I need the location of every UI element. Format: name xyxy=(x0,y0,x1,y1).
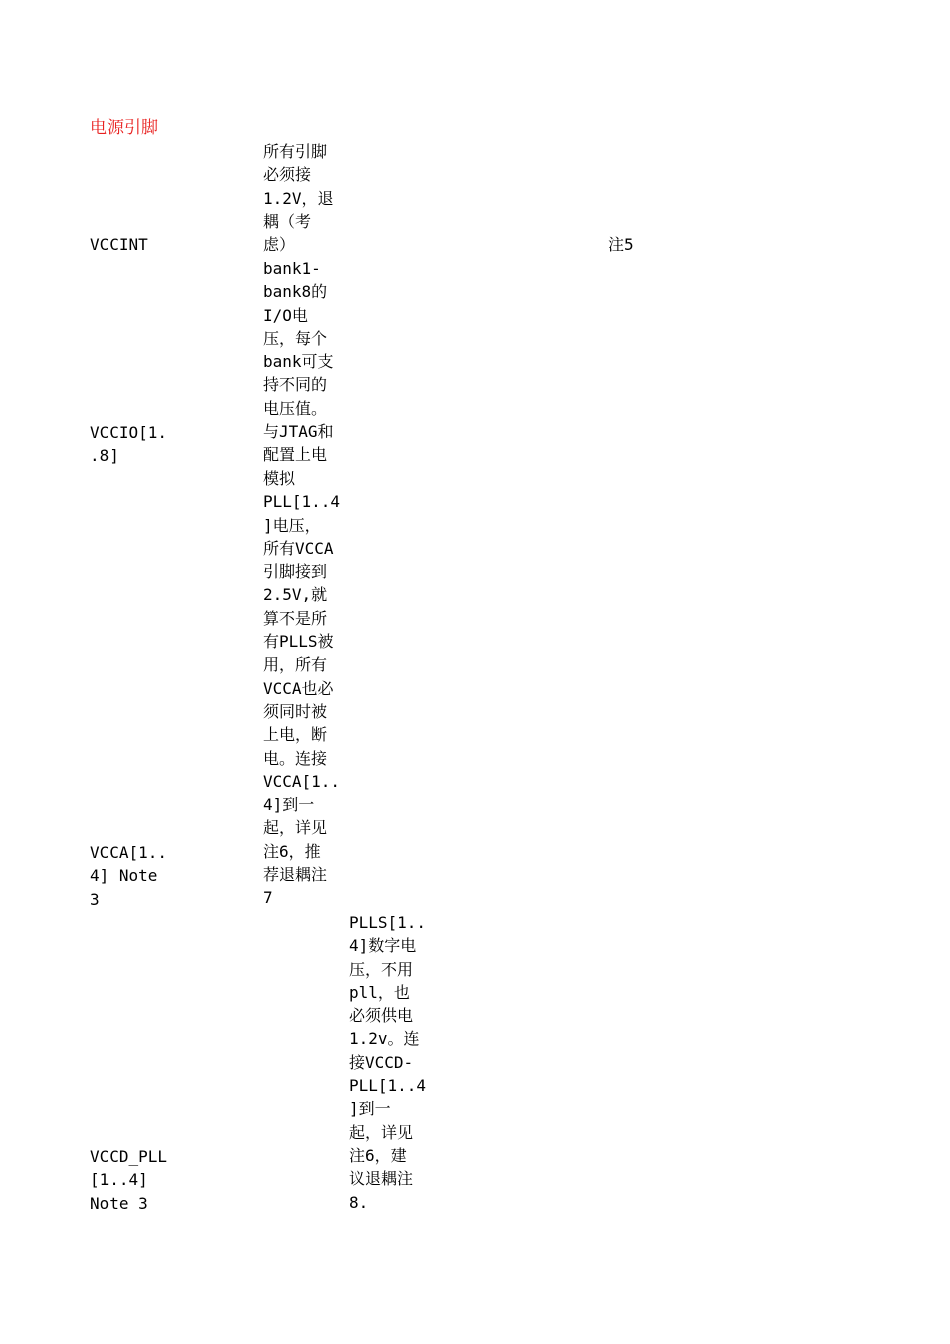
section-title: 电源引脚 xyxy=(90,118,158,138)
vccio-pin-name: VCCIO[1. .8] xyxy=(90,423,168,466)
vccint-note: 注5 xyxy=(608,235,634,254)
vcca-pin-name: VCCA[1.. 4] Note 3 xyxy=(90,843,168,909)
vccd-pll-description: PLLS[1.. 4]数字电 压，不用 pll，也 必须供电 1.2v。连 接VCCD- PLL[1..4 ]到一 起，详见 注6，建 议退耦注 8. xyxy=(349,913,427,1212)
vccint-description: 所有引脚 必须接 1.2V，退 耦（考 虑） xyxy=(263,142,334,255)
vcca-description: 模拟 PLL[1..4 ]电压， 所有VCCA 引脚接到 2.5V,就 算不是所 有PLLS被 用，所有 VCCA也必 须同时被 上电，断 电。连接 VCCA[1.. 4]到一 起，详见 注6，推 荐退耦注 7 xyxy=(263,469,341,908)
vccd-pll-pin-name: VCCD_PLL [1..4] Note 3 xyxy=(90,1147,168,1213)
vccio-description: bank1- bank8的 I/O电 压，每个 bank可支 持不同的 电压值。 与JTAG和 配置上电 xyxy=(263,259,334,465)
vccint-pin-name: VCCINT xyxy=(90,235,148,254)
